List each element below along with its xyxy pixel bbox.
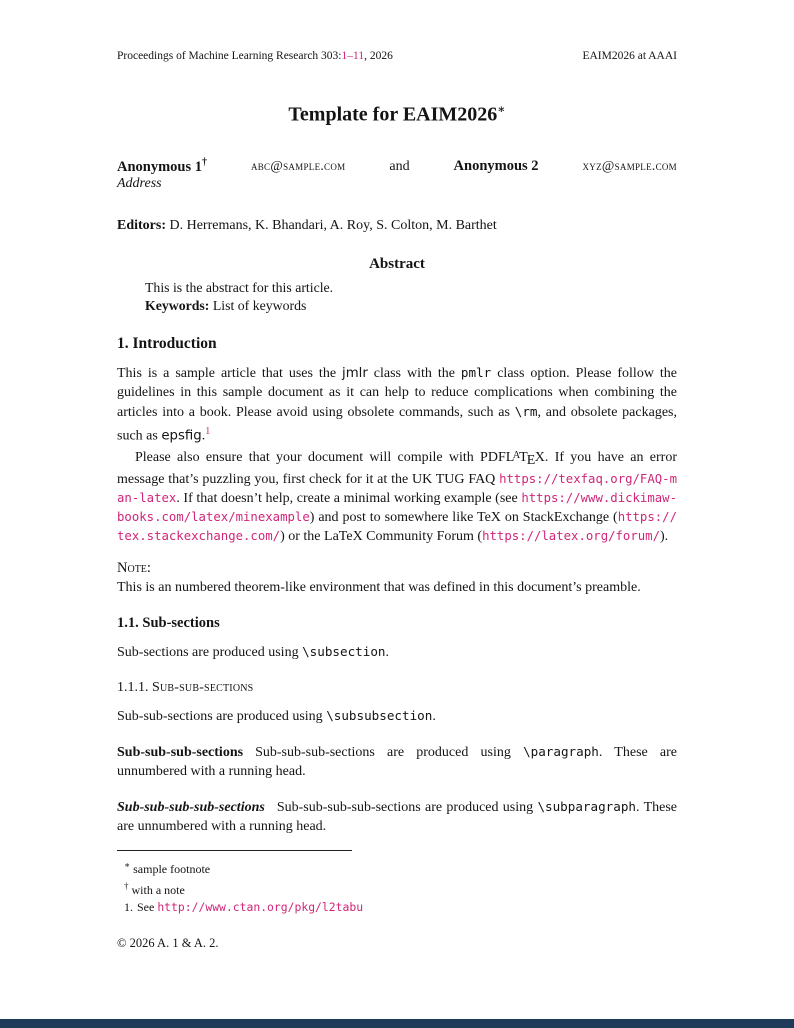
author-email-1: abc@sample.com bbox=[250, 158, 346, 174]
subsubsection-title: Sub-sub-sections bbox=[152, 679, 254, 695]
latex-logo-a: A bbox=[512, 450, 521, 462]
author-address: Address bbox=[117, 176, 162, 192]
abstract-text: This is the abstract for this article. bbox=[145, 280, 334, 296]
subparagraph-block bbox=[117, 797, 677, 836]
footnote-rule bbox=[117, 850, 352, 851]
footnote-item bbox=[117, 878, 677, 899]
paper-title bbox=[117, 102, 677, 127]
footnote-link-ctan[interactable]: http://www.ctan.org/pkg/l2tabu bbox=[157, 899, 364, 914]
inline-code: pmlr bbox=[460, 365, 492, 381]
author-email-2: xyz@sample.com bbox=[582, 158, 677, 174]
abstract-heading: Abstract bbox=[369, 256, 425, 273]
footnote-text: with a note bbox=[131, 882, 185, 897]
subsection-heading: 1.1. Sub-sections bbox=[117, 614, 220, 631]
footnote-mark: ∗ bbox=[124, 859, 131, 870]
latex-logo-e: E bbox=[526, 452, 536, 468]
section-introduction-heading: 1. Introduction bbox=[117, 335, 217, 353]
footnote-item bbox=[117, 857, 677, 878]
abstract-body bbox=[145, 279, 649, 315]
subsubsection-heading bbox=[117, 680, 677, 696]
footnote-area bbox=[117, 850, 677, 916]
inline-classname: epsfig bbox=[161, 429, 202, 445]
editors-label: Editors: bbox=[117, 218, 166, 234]
keywords-value: List of keywords bbox=[209, 298, 307, 314]
paragraph-block bbox=[117, 742, 677, 781]
paragraph-text: class option. Please follow the guidelines in this sample document as it can help to reduce complications when combining the articles into a book. Please avoid using obsolete commands, such as bbox=[117, 366, 677, 421]
paragraph-text: class with the bbox=[367, 366, 461, 382]
inline-command: \paragraph bbox=[523, 743, 599, 759]
paragraph-text: . If you have an error message that’s puzzling you, first check for it at the UK TUG FAQ bbox=[117, 449, 678, 487]
journal-line bbox=[117, 50, 393, 62]
conference-label: EAIM2026 at AAAI bbox=[582, 50, 677, 62]
note-text: This is an numbered theorem-like environment that was defined in this document’s preamble. bbox=[117, 579, 641, 595]
intro-paragraph-1 bbox=[117, 363, 677, 446]
paper-title-text: Template for EAIM2026 bbox=[288, 103, 498, 126]
paragraph-text: ) and post to somewhere like TeX on StackExchange ( bbox=[309, 509, 618, 525]
footnote-text: See bbox=[137, 899, 158, 914]
pages-link[interactable]: 1–11 bbox=[341, 50, 365, 62]
inline-code: \rm bbox=[514, 404, 538, 420]
subsubsection-text bbox=[117, 706, 677, 726]
paragraph-runin-heading: Sub-sub-sub-sections bbox=[117, 744, 244, 760]
author-name-2: Anonymous 2 bbox=[453, 158, 539, 175]
editors-names: D. Herremans, K. Bhandari, A. Roy, S. Colton, M. Barthet bbox=[166, 218, 497, 234]
paragraph-text: Sub-sub-sub-sub-sections are produced using bbox=[276, 799, 538, 815]
copyright-line: © 2026 A. 1 & A. 2. bbox=[117, 935, 219, 950]
inline-classname: jmlr bbox=[342, 366, 368, 382]
footnote-item bbox=[117, 899, 677, 916]
running-header bbox=[117, 50, 677, 62]
paragraph-text: . bbox=[385, 644, 389, 660]
paragraph-text: , and obsolete packages, such as bbox=[117, 405, 677, 445]
paragraph-text: . bbox=[432, 708, 436, 724]
intro-paragraph-2 bbox=[117, 446, 677, 546]
url-texfaq-link[interactable]: https://texfaq.org/FAQ-man-latex bbox=[117, 471, 677, 505]
url-stackexchange-link[interactable]: https://tex.stackexchange.com/ bbox=[117, 509, 677, 543]
viewer-bottom-bar bbox=[0, 1019, 794, 1028]
editors-line bbox=[117, 218, 677, 234]
footnote-ref-1[interactable]: 1 bbox=[205, 426, 211, 438]
paragraph-text: . bbox=[201, 429, 206, 445]
paragraph-text: . If that doesn’t help, create a minimal working example (see bbox=[176, 490, 522, 506]
author-block bbox=[117, 157, 677, 176]
author-name-1 bbox=[117, 157, 207, 176]
journal-year: , 2026 bbox=[364, 50, 393, 62]
subparagraph-runin-heading: Sub-sub-sub-sub-sections bbox=[117, 799, 265, 815]
paragraph-text: . These are unnumbered with a running head. bbox=[117, 744, 678, 779]
paragraph-text: ). bbox=[660, 528, 669, 544]
journal-text: Proceedings of Machine Learning Research 303: bbox=[117, 50, 342, 62]
footnote-text: sample footnote bbox=[133, 861, 211, 876]
paragraph-text: Sub-sub-sections are produced using bbox=[117, 708, 327, 724]
latex-logo-x: X bbox=[534, 449, 545, 465]
title-footnote-mark: ∗ bbox=[497, 102, 506, 116]
latex-logo-t: T bbox=[519, 449, 528, 465]
subsubsection-number: 1.1.1. bbox=[117, 679, 152, 695]
inline-command: \subsubsection bbox=[326, 707, 433, 723]
paragraph-text: Sub-sections are produced using bbox=[117, 644, 303, 660]
note-label: Note: bbox=[117, 559, 151, 576]
subsection-text bbox=[117, 642, 677, 662]
paragraph-text: . These are unnumbered with a running head. bbox=[117, 799, 677, 834]
keywords-label: Keywords: bbox=[145, 298, 210, 314]
paragraph-text: This is a sample article that uses the bbox=[117, 366, 343, 382]
inline-command: \subparagraph bbox=[537, 798, 637, 814]
url-dickimaw-link[interactable]: https://www.dickimaw-books.com/latex/minexample bbox=[117, 490, 677, 524]
keywords-line bbox=[145, 297, 649, 315]
author-conjunction: and bbox=[389, 159, 410, 175]
inline-command: \subsection bbox=[302, 643, 386, 659]
footnote-mark: † bbox=[124, 880, 129, 891]
author-thanks-mark: † bbox=[202, 156, 208, 168]
footnote-mark: 1. bbox=[124, 899, 133, 914]
paragraph-text: Sub-sub-sub-sections are produced using bbox=[255, 744, 524, 760]
url-latex-forum-link[interactable]: https://latex.org/forum/ bbox=[482, 528, 660, 543]
author-1-text: Anonymous 1 bbox=[117, 158, 203, 175]
paragraph-text: ) or the LaTeX Community Forum ( bbox=[280, 528, 483, 544]
paragraph-text: Please also ensure that your document will compile with PDFL bbox=[135, 449, 515, 465]
